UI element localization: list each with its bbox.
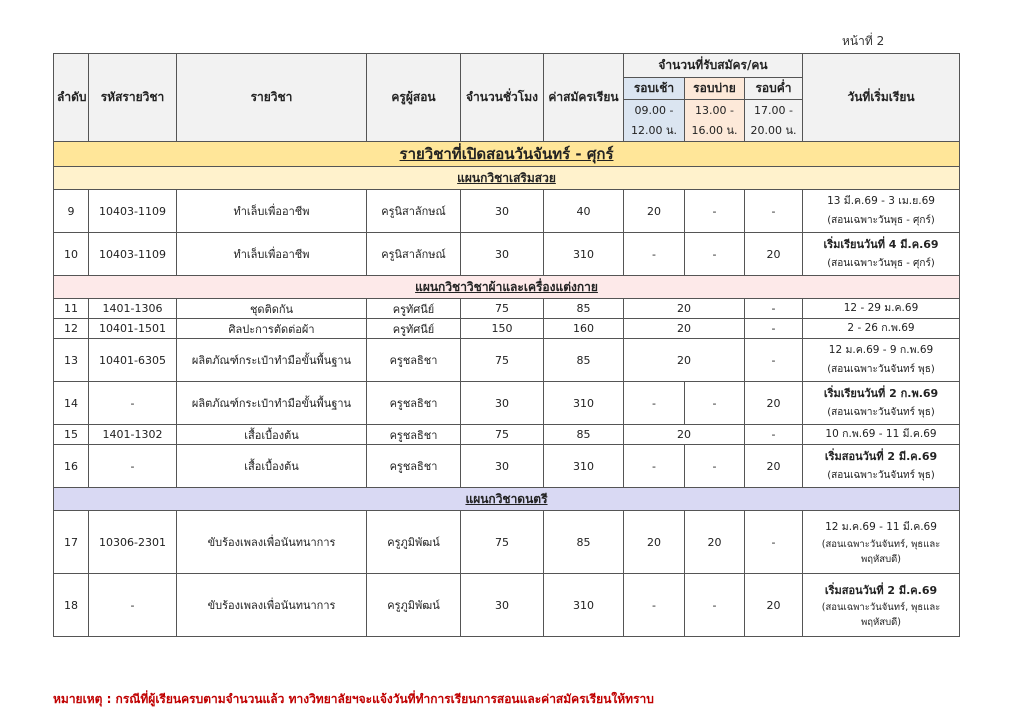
cell-start-date [803, 233, 960, 276]
cell-morning: - [624, 233, 685, 276]
cell-subject: ขับร้องเพลงเพื่อนันทนาการ [177, 511, 367, 574]
start-date-line: เริ่มสอนวันที่ 2 มี.ค.69 [824, 583, 938, 597]
cell-morning: 20 [624, 511, 685, 574]
start-date-line: 10 ก.พ.69 - 11 มี.ค.69 [825, 428, 937, 440]
header-evening: รอบค่ำ [745, 78, 803, 100]
cell-evening: - [745, 511, 803, 574]
start-date-note: (สอนเฉพาะวันจันทร์ พุธ) [827, 364, 935, 375]
cell-fee: 85 [544, 511, 624, 574]
cell-code: 10401-1501 [89, 319, 177, 339]
cell-teacher: ครูชลธิชา [367, 382, 461, 425]
cell-evening: 20 [745, 382, 803, 425]
afternoon-time-start: 13.00 - [695, 103, 734, 117]
start-date-line: 2 - 26 ก.พ.69 [847, 322, 915, 334]
cell-start-date [803, 425, 960, 445]
course-schedule-table [53, 53, 960, 637]
cell-fee: 40 [544, 190, 624, 233]
table-title: รายวิชาที่เปิดสอนวันจันทร์ - ศุกร์ [54, 142, 960, 167]
cell-evening: 20 [745, 574, 803, 637]
cell-fee: 310 [544, 445, 624, 488]
section-heading-beauty: แผนกวิชาเสริมสวย [54, 167, 960, 190]
table-row [54, 319, 960, 339]
start-date-line: 12 ม.ค.69 - 11 มี.ค.69 [825, 520, 937, 533]
cell-code: - [89, 574, 177, 637]
cell-fee: 85 [544, 339, 624, 382]
cell-teacher: ครูนิสาลักษณ์ [367, 233, 461, 276]
header-morning-time [624, 100, 685, 142]
start-date-line: 12 ม.ค.69 - 9 ก.พ.69 [828, 344, 934, 356]
header-subject: รายวิชา [177, 54, 367, 142]
cell-afternoon: 20 [685, 511, 745, 574]
cell-start-date [803, 382, 960, 425]
cell-teacher: ครูภูมิพัฒน์ [367, 574, 461, 637]
header-hours: จำนวนชั่วโมง [461, 54, 544, 142]
evening-time-end: 20.00 น. [750, 123, 797, 137]
start-date-line: 12 - 29 ม.ค.69 [843, 302, 919, 314]
page-number: หน้าที่ 2 [842, 34, 885, 48]
cell-no: 18 [54, 574, 89, 637]
cell-teacher: ครูชลธิชา [367, 445, 461, 488]
cell-start-date [803, 445, 960, 488]
cell-hours: 30 [461, 190, 544, 233]
start-date-note: (สอนเฉพาะวันจันทร์ พุธ) [827, 407, 935, 418]
cell-teacher: ครูนิสาลักษณ์ [367, 190, 461, 233]
cell-start-date [803, 339, 960, 382]
start-date-line: เริ่มเรียนวันที่ 2 ก.พ.69 [823, 387, 939, 400]
cell-hours: 75 [461, 425, 544, 445]
cell-afternoon: - [685, 574, 745, 637]
cell-evening: 20 [745, 445, 803, 488]
start-date-note: (สอนเฉพาะวันจันทร์, พุธและ [821, 601, 941, 613]
cell-start-date [803, 190, 960, 233]
cell-day-capacity: 20 [624, 299, 745, 319]
cell-no: 16 [54, 445, 89, 488]
cell-code: 1401-1302 [89, 425, 177, 445]
cell-fee: 85 [544, 425, 624, 445]
table-row [54, 233, 960, 276]
cell-teacher: ครูชลธิชา [367, 339, 461, 382]
section-heading-music: แผนกวิชาดนตรี [54, 488, 960, 511]
start-date-note: (สอนเฉพาะวันพุธ - ศุกร์) [827, 258, 935, 269]
cell-evening: - [745, 190, 803, 233]
cell-evening: - [745, 425, 803, 445]
cell-hours: 30 [461, 445, 544, 488]
table-row [54, 574, 960, 637]
cell-teacher: ครูทัศนีย์ [367, 319, 461, 339]
cell-code: 10403-1109 [89, 233, 177, 276]
start-date-note-cont: พฤหัสบดี) [861, 553, 901, 565]
cell-no: 12 [54, 319, 89, 339]
cell-subject: ขับร้องเพลงเพื่อนันทนาการ [177, 574, 367, 637]
cell-no: 9 [54, 190, 89, 233]
cell-start-date [803, 319, 960, 339]
table-row [54, 339, 960, 382]
cell-evening: - [745, 339, 803, 382]
cell-subject: เสื้อเบื้องต้น [177, 445, 367, 488]
cell-code: - [89, 445, 177, 488]
cell-fee: 310 [544, 574, 624, 637]
header-evening-time [745, 100, 803, 142]
cell-hours: 30 [461, 574, 544, 637]
header-code: รหัสรายวิชา [89, 54, 177, 142]
cell-subject: ผลิตภัณฑ์กระเป๋าทำมือขั้นพื้นฐาน [177, 382, 367, 425]
header-afternoon: รอบบ่าย [685, 78, 745, 100]
cell-morning: - [624, 382, 685, 425]
cell-no: 10 [54, 233, 89, 276]
header-capacity: จำนวนที่รับสมัคร/คน [624, 54, 803, 78]
cell-afternoon: - [685, 445, 745, 488]
header-teacher: ครูผู้สอน [367, 54, 461, 142]
cell-teacher: ครูภูมิพัฒน์ [367, 511, 461, 574]
table-row [54, 445, 960, 488]
cell-morning: - [624, 445, 685, 488]
cell-start-date [803, 511, 960, 574]
start-date-line: เริ่มสอนวันที่ 2 มี.ค.69 [824, 450, 938, 463]
cell-start-date [803, 574, 960, 637]
cell-subject: เสื้อเบื้องต้น [177, 425, 367, 445]
header-morning: รอบเช้า [624, 78, 685, 100]
footnote: หมายเหตุ : กรณีที่ผู้เรียนครบตามจำนวนแล้ว ทางวิทยาลัยฯจะแจ้งวันที่ทำการเรียนการสอนและค่าสมัครเรียนให้ทราบ [53, 692, 654, 706]
cell-no: 17 [54, 511, 89, 574]
cell-no: 15 [54, 425, 89, 445]
table-row [54, 382, 960, 425]
cell-code: 10401-6305 [89, 339, 177, 382]
cell-hours: 150 [461, 319, 544, 339]
cell-hours: 75 [461, 299, 544, 319]
start-date-note: (สอนเฉพาะวันจันทร์, พุธและ [821, 538, 941, 550]
header-afternoon-time [685, 100, 745, 142]
cell-hours: 30 [461, 233, 544, 276]
cell-teacher: ครูชลธิชา [367, 425, 461, 445]
cell-afternoon: - [685, 190, 745, 233]
cell-teacher: ครูทัศนีย์ [367, 299, 461, 319]
cell-morning: - [624, 574, 685, 637]
cell-hours: 30 [461, 382, 544, 425]
cell-subject: ผลิตภัณฑ์กระเป๋าทำมือขั้นพื้นฐาน [177, 339, 367, 382]
cell-no: 11 [54, 299, 89, 319]
cell-day-capacity: 20 [624, 425, 745, 445]
start-date-note-cont: พฤหัสบดี) [861, 616, 901, 628]
cell-fee: 310 [544, 233, 624, 276]
cell-no: 13 [54, 339, 89, 382]
table-row [54, 190, 960, 233]
start-date-line: เริ่มเรียนวันที่ 4 มี.ค.69 [823, 238, 939, 251]
cell-day-capacity: 20 [624, 339, 745, 382]
start-date-note: (สอนเฉพาะวันจันทร์ พุธ) [827, 470, 935, 481]
morning-time-end: 12.00 น. [630, 123, 677, 137]
morning-time-start: 09.00 - [634, 103, 674, 117]
cell-hours: 75 [461, 511, 544, 574]
cell-code: - [89, 382, 177, 425]
cell-evening: - [745, 319, 803, 339]
table-header [54, 54, 960, 142]
cell-subject: ทำเล็บเพื่ออาชีพ [177, 190, 367, 233]
cell-code: 10403-1109 [89, 190, 177, 233]
cell-subject: ศิลปะการตัดต่อผ้า [177, 319, 367, 339]
header-start-date: วันที่เริ่มเรียน [803, 54, 960, 142]
afternoon-time-end: 16.00 น. [691, 123, 738, 137]
cell-fee: 160 [544, 319, 624, 339]
section-heading-textile: แผนกวิชาวิชาผ้าและเครื่องแต่งกาย [54, 276, 960, 299]
table-row [54, 425, 960, 445]
header-no: ลำดับ [54, 54, 89, 142]
cell-evening: - [745, 299, 803, 319]
cell-fee: 310 [544, 382, 624, 425]
cell-morning: 20 [624, 190, 685, 233]
table-row [54, 511, 960, 574]
cell-hours: 75 [461, 339, 544, 382]
cell-start-date [803, 299, 960, 319]
cell-afternoon: - [685, 382, 745, 425]
cell-afternoon: - [685, 233, 745, 276]
cell-code: 1401-1306 [89, 299, 177, 319]
cell-subject: ทำเล็บเพื่ออาชีพ [177, 233, 367, 276]
cell-fee: 85 [544, 299, 624, 319]
cell-day-capacity: 20 [624, 319, 745, 339]
start-date-line: 13 มี.ค.69 - 3 เม.ย.69 [827, 195, 935, 207]
start-date-note: (สอนเฉพาะวันพุธ - ศุกร์) [827, 215, 935, 226]
header-fee: ค่าสมัครเรียน [544, 54, 624, 142]
cell-evening: 20 [745, 233, 803, 276]
table-row [54, 299, 960, 319]
cell-code: 10306-2301 [89, 511, 177, 574]
cell-no: 14 [54, 382, 89, 425]
evening-time-start: 17.00 - [754, 103, 793, 117]
cell-subject: ชุดติดกัน [177, 299, 367, 319]
